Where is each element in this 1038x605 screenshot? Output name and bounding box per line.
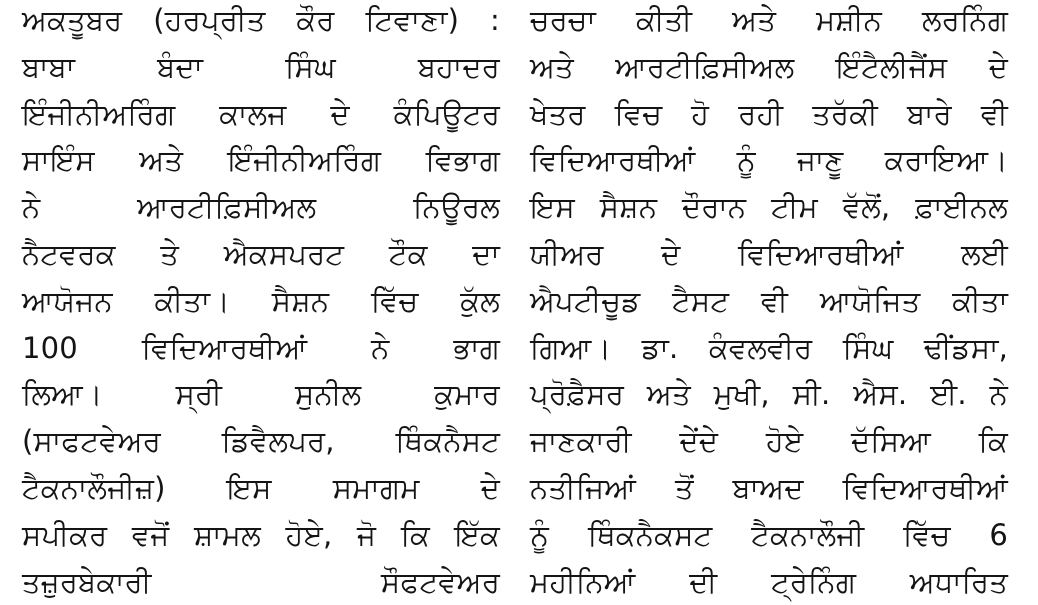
text-line: ਤਜ਼ੁਰਬੇਕਾਰੀ ਸੌਫਟਵੇਅਰ <box>22 564 500 599</box>
text-line: ਇਸ ਸੈਸ਼ਨ ਦੌਰਾਨ ਟੀਮ ਵੱਲੋਂ, ਫ਼ਾਈਨਲ <box>530 190 1008 225</box>
text-line: ਵਿਦਿਆਰਥੀਆਂ ਨੂੰ ਜਾਣੂ ਕਰਾਇਆ। <box>530 143 1008 178</box>
text-line: ਇੰਜੀਨੀਅਰਿੰਗ ਕਾਲਜ ਦੇ ਕੰਪਿਊਟਰ <box>22 96 500 131</box>
text-line: ਬਾਬਾ ਬੰਦਾ ਸਿੰਘ ਬਹਾਦਰ <box>22 49 500 84</box>
text-line: ਪ੍ਰੋਫ਼ੈਸਰ ਅਤੇ ਮੁਖੀ, ਸੀ. ਐਸ. ਈ. ਨੇ <box>530 377 1008 412</box>
text-line: ਜਾਣਕਾਰੀ ਦੇਂਦੇ ਹੋਏ ਦੱਸਿਆ ਕਿ <box>530 424 1008 459</box>
text-line: ਚਰਚਾ ਕੀਤੀ ਅਤੇ ਮਸ਼ੀਨ ਲਰਨਿੰਗ <box>530 3 1008 37</box>
text-line: ਨੇ ਆਰਟੀਫ਼ਿਸੀਅਲ ਨਿਊਰਲ <box>22 190 500 225</box>
text-line: ਖੇਤਰ ਵਿਚ ਹੋ ਰਹੀ ਤਰੱਕੀ ਬਾਰੇ ਵੀ <box>530 96 1008 131</box>
text-line: ਗਿਆ। ਡਾ. ਕੰਵਲਵੀਰ ਸਿੰਘ ਢੀਂਡਸਾ, <box>530 330 1008 365</box>
text-line: ਅਕਤੂਬਰ (ਹਰਪ੍ਰੀਤ ਕੌਰ ਟਿਵਾਣਾ) : <box>22 3 500 37</box>
text-line: ਸਾਇੰਸ ਅਤੇ ਇੰਜੀਨੀਅਰਿੰਗ ਵਿਭਾਗ <box>22 143 500 178</box>
text-line: ਐਪਟੀਚੂਡ ਟੈਸਟ ਵੀ ਆਯੋਜਿਤ ਕੀਤਾ <box>530 283 1008 318</box>
text-line: ਨਤੀਜਿਆਂ ਤੋਂ ਬਾਅਦ ਵਿਦਿਆਰਥੀਆਂ <box>530 470 1008 505</box>
article-column-right <box>530 0 1008 605</box>
text-line: ਲਿਆ। ਸ੍ਰੀ ਸੁਨੀਲ ਕੁਮਾਰ <box>22 377 500 412</box>
article-column-left <box>22 0 500 605</box>
text-line: ਮਹੀਨਿਆਂ ਦੀ ਟ੍ਰੇਨਿੰਗ ਅਧਾਰਿਤ <box>530 564 1008 599</box>
text-line: ਸਪੀਕਰ ਵਜੋਂ ਸ਼ਾਮਲ ਹੋਏ, ਜੋ ਕਿ ਇੱਕ <box>22 517 500 552</box>
text-line: ਅਤੇ ਆਰਟੀਫ਼ਿਸੀਅਲ ਇੰਟੈਲੀਜੈਂਸ ਦੇ <box>530 49 1008 84</box>
text-line: ਟੈਕਨਾਲੌਜੀਜ਼) ਇਸ ਸਮਾਗਮ ਦੇ <box>22 470 500 505</box>
text-line: ਨੈਟਵਰਕ ਤੇ ਐਕਸਪਰਟ ਟੌਕ ਦਾ <box>22 236 500 271</box>
text-line: 100 ਵਿਦਿਆਰਥੀਆਂ ਨੇ ਭਾਗ <box>22 330 500 365</box>
text-line: ਯੀਅਰ ਦੇ ਵਿਦਿਆਰਥੀਆਂ ਲਈ <box>530 236 1008 271</box>
text-line: ਆਯੋਜਨ ਕੀਤਾ। ਸੈਸ਼ਨ ਵਿੱਚ ਕੁੱਲ <box>22 283 500 318</box>
text-line: (ਸਾਫਟਵੇਅਰ ਡਿਵੈਲਪਰ, ਥਿੰਕਨੈਸਟ <box>22 424 500 459</box>
text-line: ਨੂੰ ਥਿੰਕਨੈਕਸਟ ਟੈਕਨਾਲੌਜੀ ਵਿੱਚ 6 <box>530 517 1008 552</box>
